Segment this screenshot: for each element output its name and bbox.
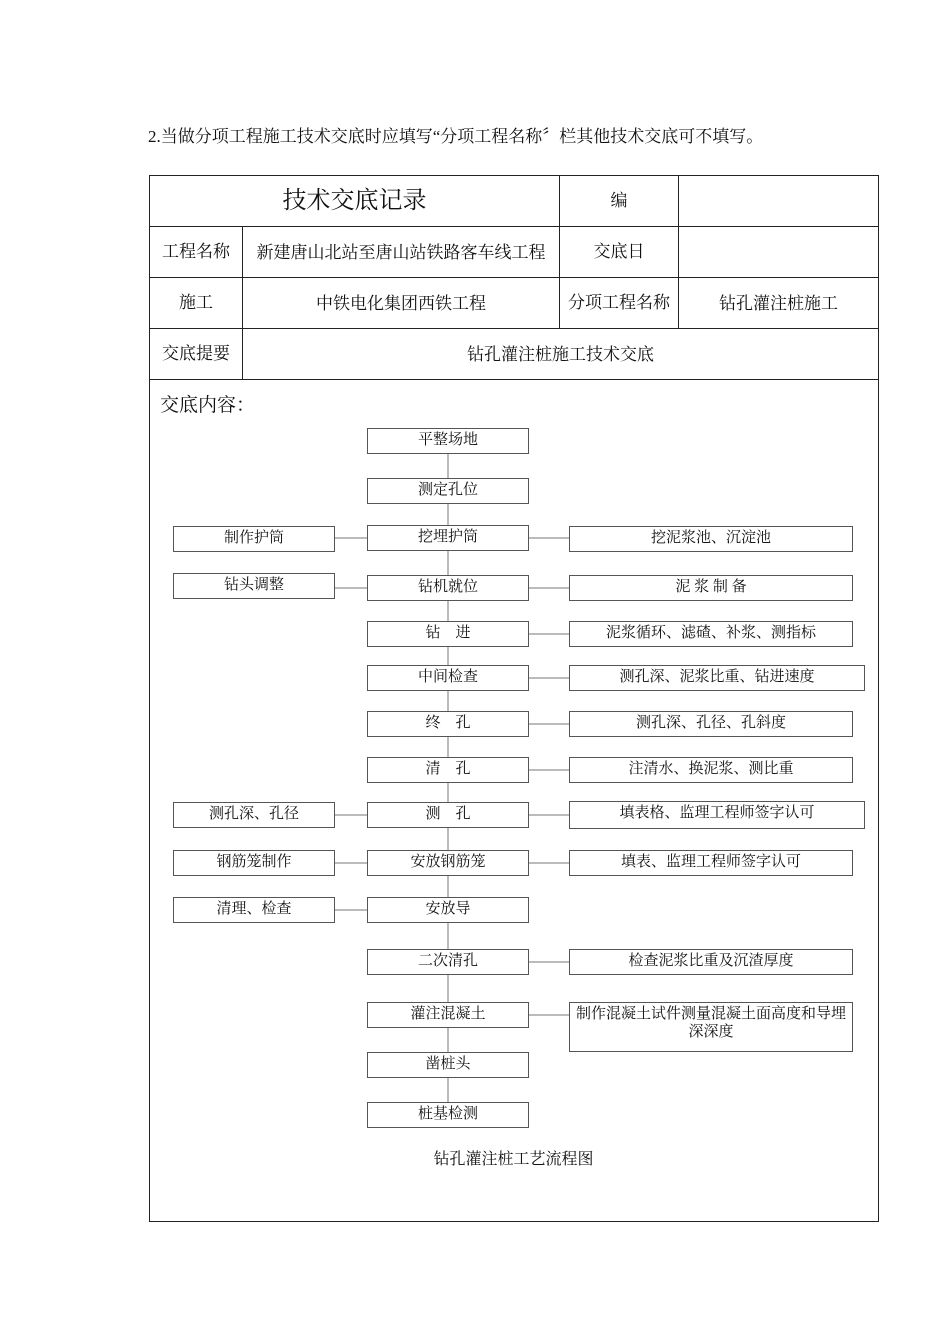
subproject-name-label: 分项工程名称 xyxy=(560,278,679,329)
summary-label: 交底提要 xyxy=(150,329,243,380)
flow-step-box: 灌注混凝土 xyxy=(367,1002,529,1028)
flowchart-connectors xyxy=(150,380,877,1220)
flow-step-box: 钻 进 xyxy=(367,621,529,647)
flow-step-box: 安放导 xyxy=(367,897,529,923)
flow-side-note-right: 检查泥浆比重及沉渣厚度 xyxy=(569,949,853,975)
content-cell xyxy=(150,380,879,1222)
construction-unit-label: 施工 xyxy=(150,278,243,329)
flow-step-box: 测定孔位 xyxy=(367,478,529,504)
flow-side-note-right: 挖泥浆池、沉淀池 xyxy=(569,526,853,552)
summary-value: 钻孔灌注桩施工技术交底 xyxy=(243,329,879,380)
subproject-name-value: 钻孔灌注桩施工 xyxy=(679,278,879,329)
flow-side-note-left: 测孔深、孔径 xyxy=(173,802,335,828)
flow-side-note-right: 注清水、换泥浆、测比重 xyxy=(569,757,853,783)
flow-step-box: 凿桩头 xyxy=(367,1052,529,1078)
flowchart-caption: 钻孔灌注桩工艺流程图 xyxy=(433,1151,594,1168)
technical-briefing-record-table xyxy=(149,175,879,1222)
flow-step-box: 二次清孔 xyxy=(367,949,529,975)
flow-step-box: 钻机就位 xyxy=(367,575,529,601)
flow-step-box: 挖埋护筒 xyxy=(367,525,529,551)
number-value xyxy=(679,176,879,227)
flow-step-box: 桩基检测 xyxy=(367,1102,529,1128)
flow-step-box: 安放钢筋笼 xyxy=(367,850,529,876)
flow-step-box: 中间检查 xyxy=(367,665,529,691)
date-label: 交底日 xyxy=(560,227,679,278)
flow-step-box: 测 孔 xyxy=(367,802,529,828)
instruction-note: 2.当做分项工程施工技术交底时应填写“分项工程名称〞栏其他技术交底可不填写。 xyxy=(148,127,764,146)
flow-side-note-right: 制作混凝土试件测量混凝土面高度和导埋深深度 xyxy=(569,1002,853,1052)
flow-side-note-left: 钢筋笼制作 xyxy=(173,850,335,876)
flow-step-box: 清 孔 xyxy=(367,757,529,783)
flow-step-box: 平整场地 xyxy=(367,428,529,454)
record-title: 技术交底记录 xyxy=(150,176,560,227)
number-label: 编 xyxy=(560,176,679,227)
content-label: 交底内容： xyxy=(160,394,256,416)
flow-side-note-right: 填表、监理工程师签字认可 xyxy=(569,850,853,876)
flow-side-note-right: 填表格、监理工程师签字认可 xyxy=(569,801,865,829)
project-name-value: 新建唐山北站至唐山站铁路客车线工程 xyxy=(243,227,560,278)
flow-side-note-left: 清理、检查 xyxy=(173,897,335,923)
flow-side-note-right: 测孔深、泥浆比重、钻进速度 xyxy=(569,665,865,691)
flow-side-note-right: 泥浆循环、滤碴、补浆、测指标 xyxy=(569,621,853,647)
date-value xyxy=(679,227,879,278)
flow-side-note-right: 测孔深、孔径、孔斜度 xyxy=(569,711,853,737)
flow-side-note-left: 制作护筒 xyxy=(173,526,335,552)
flow-step-box: 终 孔 xyxy=(367,711,529,737)
project-name-label: 工程名称 xyxy=(150,227,243,278)
construction-unit-value: 中铁电化集团西铁工程 xyxy=(243,278,560,329)
flow-side-note-left: 钻头调整 xyxy=(173,573,335,599)
content-area xyxy=(150,380,877,1220)
flow-side-note-right: 泥 浆 制 备 xyxy=(569,575,853,601)
